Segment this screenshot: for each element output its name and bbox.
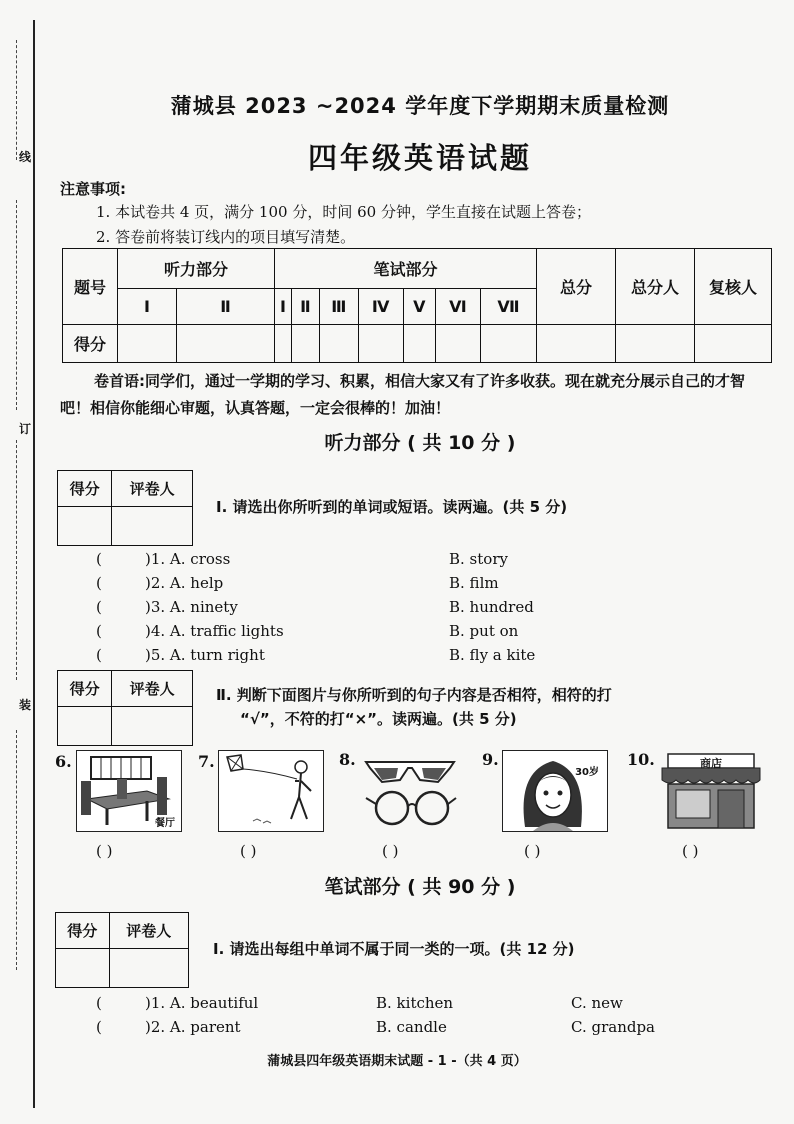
page-footer: 蒲城县四年级英语期末试题 - 1 -（共 4 页） [267,1054,527,1069]
answer-paren[interactable]: ( ) [240,842,257,860]
picture-caption: 商店 [700,757,722,770]
score-cell[interactable] [436,325,481,363]
grader-score-label: 得分 [58,471,112,507]
score-cell[interactable] [291,325,319,363]
note-item-2: 2. 答卷前将装订线内的项目填写清楚。 [96,228,356,246]
grader-label: 评卷人 [109,913,188,949]
woman-picture [502,750,608,832]
bind-char: 装 [19,698,32,712]
grader-box-1 [57,470,193,546]
score-cell[interactable] [118,325,177,363]
answer-paren[interactable]: ( [96,622,102,640]
grader-score-cell[interactable] [56,949,110,988]
question-option-c: C. grandpa [571,1018,656,1036]
col-listening-2: Ⅱ [177,289,275,325]
picture-caption: 30岁 [575,767,599,778]
binding-dashes-low [16,440,17,680]
col-writing-5: Ⅴ [403,289,435,325]
glasses-icon [358,750,462,830]
listening-heading: 听力部分 ( 共 10 分 ) [324,432,516,454]
col-writing-3: Ⅲ [319,289,358,325]
score-row-label: 得分 [63,325,118,363]
staple-char: 订 [19,422,32,436]
answer-paren[interactable]: ( [96,994,102,1012]
question-option-b: B. put on [449,622,519,640]
writing-part1-instruction: Ⅰ. 请选出每组中单词不属于同一类的一项。(共 12 分) [213,940,575,958]
total-header: 总分 [537,249,616,325]
dining-room-picture [76,750,182,832]
grader-box-2 [57,670,193,746]
answer-paren[interactable]: ( ) [682,842,699,860]
picture-number: 9. [482,750,499,769]
picture-number: 6. [55,752,72,771]
grader-box-3 [55,912,189,988]
answer-paren[interactable]: ( [96,550,102,568]
question-option-b: B. film [449,574,499,592]
grader-score-label: 得分 [58,671,112,707]
col-writing-1: Ⅰ [275,289,292,325]
preface-text: 卷首语:同学们，通过一学期的学习、积累，相信大家又有了许多收获。现在就充分展示自己的才智吧！相信你能细心审题，认真答题，一定会很棒的！加油！ [60,372,746,417]
exam-subtitle: 四年级英语试题 [307,141,532,175]
writing-header: 笔试部分 [275,249,537,289]
grader-score-cell[interactable] [58,707,112,746]
note-item-1: 1. 本试卷共 4 页，满分 100 分，时间 60 分钟，学生直接在试题上答卷； [96,203,591,221]
score-cell[interactable] [275,325,292,363]
kite-flying-icon [219,751,323,831]
listening-part1-instruction: Ⅰ. 请选出你所听到的单词或短语。读两遍。(共 5 分) [216,498,568,516]
question-option-b: B. kitchen [376,994,454,1012]
score-cell[interactable] [695,325,772,363]
answer-paren[interactable]: ( [96,646,102,664]
shop-picture [658,750,764,830]
binding-line [33,20,35,1108]
question-option-a: )1. A. cross [145,550,231,568]
score-cell[interactable] [177,325,275,363]
listening-header: 听力部分 [118,249,275,289]
answer-paren[interactable]: ( ) [96,842,113,860]
col-writing-2: Ⅱ [291,289,319,325]
answer-paren[interactable]: ( [96,574,102,592]
question-option-a: )4. A. traffic lights [145,622,284,640]
grader-name-cell[interactable] [109,949,188,988]
grader-score-label: 得分 [56,913,110,949]
question-option-b: B. hundred [449,598,534,616]
score-table [62,248,772,363]
picture-number: 7. [198,752,215,771]
question-option-b: B. candle [376,1018,447,1036]
score-cell[interactable] [616,325,695,363]
question-option-b: B. fly a kite [449,646,536,664]
question-option-a: )3. A. ninety [145,598,238,616]
reviewer-header: 复核人 [695,249,772,325]
score-cell[interactable] [358,325,403,363]
score-cell[interactable] [537,325,616,363]
topic-header: 题号 [63,249,118,325]
picture-number: 8. [339,750,356,769]
grader-label: 评卷人 [112,671,193,707]
score-cell[interactable] [319,325,358,363]
grader-name-cell[interactable] [112,707,193,746]
answer-paren[interactable]: ( ) [524,842,541,860]
col-writing-4: Ⅳ [358,289,403,325]
score-cell[interactable] [403,325,435,363]
exam-title: 蒲城县 2023 ~2024 学年度下学期期末质量检测 [170,94,670,118]
kite-picture [218,750,324,832]
col-writing-6: Ⅵ [436,289,481,325]
binding-dashes-mid [16,200,17,410]
glasses-picture [358,750,462,830]
grader-name-cell[interactable] [112,507,193,546]
answer-paren[interactable]: ( [96,598,102,616]
seal-line-char: 线 [19,150,32,164]
picture-number: 10. [627,750,655,769]
answer-paren[interactable]: ( [96,1018,102,1036]
listening-part2-instruction-1: Ⅱ. 判断下面图片与你所听到的句子内容是否相符，相符的打 [216,686,612,704]
listening-part2-instruction-2: “√”，不符的打“×”。读两遍。(共 5 分) [240,710,517,728]
col-listening-1: Ⅰ [118,289,177,325]
answer-paren[interactable]: ( ) [382,842,399,860]
binding-dashes-bottom [16,730,17,970]
notes-heading: 注意事项: [60,180,126,198]
question-option-a: )2. A. help [145,574,224,592]
question-option-b: B. story [449,550,508,568]
question-option-a: )5. A. turn right [145,646,265,664]
writing-heading: 笔试部分 ( 共 90 分 ) [324,876,516,898]
totaler-header: 总分人 [616,249,695,325]
grader-label: 评卷人 [112,471,193,507]
question-option-c: C. new [571,994,623,1012]
col-writing-7: Ⅶ [480,289,536,325]
question-option-a: )2. A. parent [145,1018,241,1036]
question-option-a: )1. A. beautiful [145,994,259,1012]
grader-score-cell[interactable] [58,507,112,546]
score-cell[interactable] [480,325,536,363]
picture-caption: 餐厅 [155,818,175,829]
